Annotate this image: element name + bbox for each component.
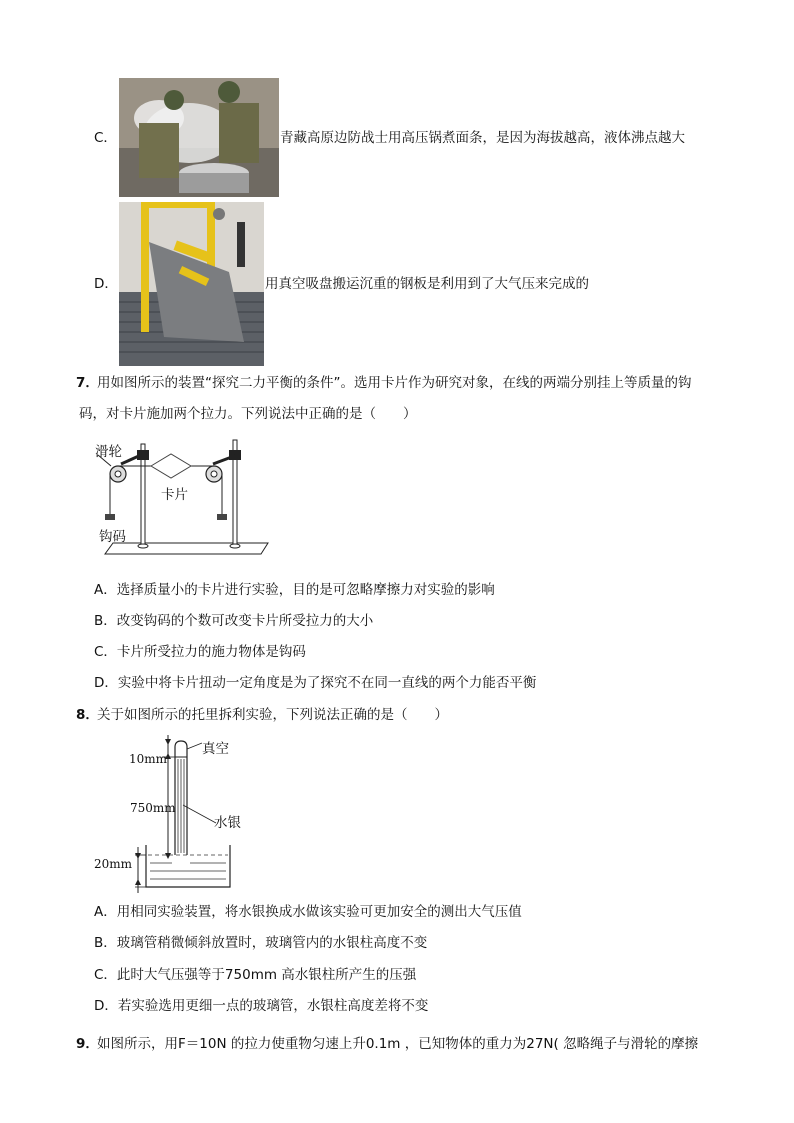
mercury-label: 水银 <box>214 815 241 831</box>
soldiers-pressure-cooker-photo <box>119 78 279 197</box>
weight-label: 钩码 <box>99 529 126 545</box>
q8-option-a: A．用相同实验装置，将水银换成水做该实验可更加安全的测出大气压值 <box>94 904 522 920</box>
q8-option-c: C．此时大气压强等于750mm 高水银柱所产生的压强 <box>94 967 417 983</box>
option-c-label: C． <box>94 130 117 146</box>
card-label: 卡片 <box>161 487 188 503</box>
q8-stem-line1: 关于如图所示的托里拆利实验，下列说法正确的是（ ） <box>97 707 448 723</box>
q7-option-b: B．改变钩码的个数可改变卡片所受拉力的大小 <box>94 613 374 629</box>
q7-option-c: C．卡片所受拉力的施力物体是钩码 <box>94 644 306 660</box>
q7-option-a: A．选择质量小的卡片进行实验，目的是可忽略摩擦力对实验的影响 <box>94 582 495 598</box>
option-d-text: 用真空吸盘搬运沉重的钢板是利用到了大气压来完成的 <box>265 276 589 292</box>
option-d-label: D． <box>94 276 118 292</box>
q7-stem-line1: 用如图所示的装置“探究二力平衡的条件”。选用卡片作为研究对象，在线的两端分别挂上等质量的钩 <box>97 375 692 391</box>
two-force-balance-diagram <box>93 436 273 561</box>
dim-20mm: 20mm <box>94 857 133 871</box>
torricelli-experiment-diagram <box>90 735 240 893</box>
q7-option-d: D．实验中将卡片扭动一定角度是为了探究不在同一直线的两个力能否平衡 <box>94 675 537 691</box>
pulley-label: 滑轮 <box>95 444 122 460</box>
q7-stem-line2: 码，对卡片施加两个拉力。下列说法中正确的是（ ） <box>79 406 417 422</box>
q8-option-d: D．若实验选用更细一点的玻璃管，水银柱高度差将不变 <box>94 998 429 1014</box>
q8-number: 8． <box>76 707 99 723</box>
dim-750mm: 750mm <box>130 801 176 815</box>
q9-stem-line1: 如图所示，用F＝10N 的拉力使重物匀速上升0.1m ，已知物体的重力为27N( 忽略绳子与滑轮的摩擦 <box>97 1036 699 1052</box>
q9-number: 9． <box>76 1036 99 1052</box>
dim-10mm: 10mm <box>129 752 168 766</box>
vacuum-suction-steel-plate-photo <box>119 202 264 366</box>
q8-option-b: B．玻璃管稍微倾斜放置时，玻璃管内的水银柱高度不变 <box>94 935 428 951</box>
vacuum-label: 真空 <box>202 741 229 757</box>
q7-number: 7． <box>76 375 99 391</box>
option-c-text: 青藏高原边防战士用高压锅煮面条，是因为海拔越高，液体沸点越大 <box>280 130 685 146</box>
